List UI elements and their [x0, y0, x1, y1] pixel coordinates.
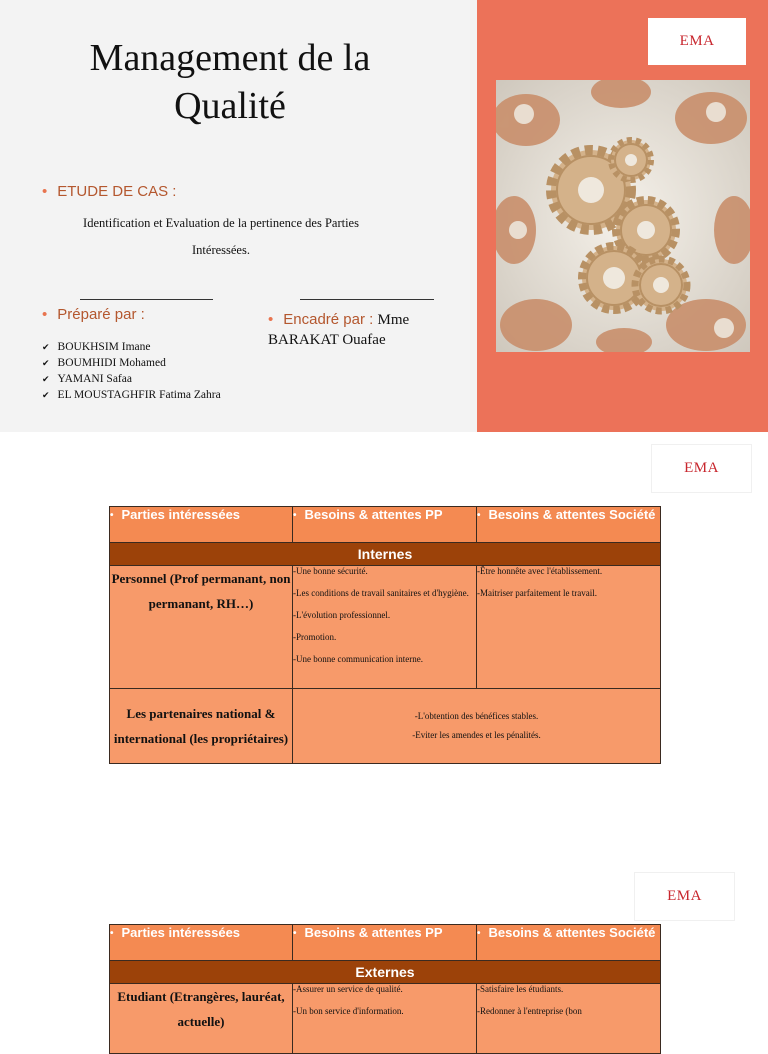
slide-title: Management de la Qualité [89, 37, 371, 127]
author-item: ✔ EL MOUSTAGHFIR Fatima Zahra [42, 387, 221, 403]
logo-text: EMA [679, 33, 715, 49]
section-row [110, 961, 661, 984]
external-stakeholders-table [109, 924, 661, 1054]
header-cell: • Parties intéressées [110, 507, 293, 543]
prepared-by-label: Préparé par : [57, 306, 145, 323]
author-item: ✔ BOUKHSIM Imane [42, 339, 221, 355]
society-needs-cell: -Être honnête avec l'établissement. -Maitriser parfaitement le travail. [477, 566, 661, 689]
author-item: ✔ BOUMHIDI Mohamed [42, 355, 221, 371]
table-row [110, 566, 661, 689]
table-header-row [110, 925, 661, 961]
section-row [110, 543, 661, 566]
teamwork-gears-photo [496, 80, 750, 352]
divider-line [80, 299, 213, 300]
external-stakeholders-slide [0, 862, 768, 1029]
ema-logo [652, 445, 751, 492]
stakeholder-name: Les partenaires national & international (les propriétaires) [110, 689, 293, 764]
ema-logo [648, 18, 746, 65]
header-cell: • Besoins & attentes PP [293, 925, 477, 961]
society-needs-cell: -Satisfaire les étudiants. -Redonner à l'entreprise (bon [477, 984, 661, 1054]
ema-logo [635, 873, 734, 920]
authors-list [42, 339, 221, 403]
supervised-by-bullet: • Encadré par : Mme BARAKAT Ouafae [268, 311, 410, 348]
table-header-row [110, 507, 661, 543]
stakeholder-name: Etudiant (Etrangères, lauréat, actuelle) [110, 984, 293, 1054]
table-row [110, 689, 661, 764]
gears-illustration [496, 80, 750, 352]
supervisor-name: BARAKAT Ouafae [268, 332, 386, 348]
section-title: Internes [110, 543, 661, 566]
header-cell: • Besoins & attentes Société [477, 925, 661, 961]
prepared-by-bullet: • Préparé par : [42, 306, 145, 323]
case-study-description: Identification et Evaluation de la pertinence des Parties Intéressées. [83, 216, 359, 257]
header-cell: • Parties intéressées [110, 925, 293, 961]
table-row [110, 984, 661, 1054]
header-cell: • Besoins & attentes Société [477, 507, 661, 543]
header-cell: • Besoins & attentes PP [293, 507, 477, 543]
section-title: Externes [110, 961, 661, 984]
stakeholder-name: Personnel (Prof permanant, non permanant, RH…) [110, 566, 293, 689]
logo-text: EMA [667, 888, 702, 904]
author-item: ✔ YAMANI Safaa [42, 371, 221, 387]
divider-line [300, 299, 434, 300]
supervisor-prefix: Mme [377, 312, 410, 328]
pp-needs-cell: -Une bonne sécurité. -Les conditions de travail sanitaires et d'hygiène. -L'évolution professionnel. -Promotion. -Une bonne communication interne. [293, 566, 477, 689]
pp-needs-cell: -Assurer un service de qualité. -Un bon service d'information. [293, 984, 477, 1054]
title-slide [0, 0, 768, 432]
combined-needs-cell: -L'obtention des bénéfices stables. -Eviter les amendes et les pénalités. [293, 689, 661, 764]
logo-text: EMA [684, 460, 719, 476]
internal-stakeholders-slide [0, 432, 768, 862]
internal-stakeholders-table [109, 506, 661, 764]
supervised-by-label: Encadré par : [283, 311, 374, 328]
case-study-bullet: • ETUDE DE CAS : [42, 183, 177, 200]
case-study-label: ETUDE DE CAS : [57, 183, 177, 200]
